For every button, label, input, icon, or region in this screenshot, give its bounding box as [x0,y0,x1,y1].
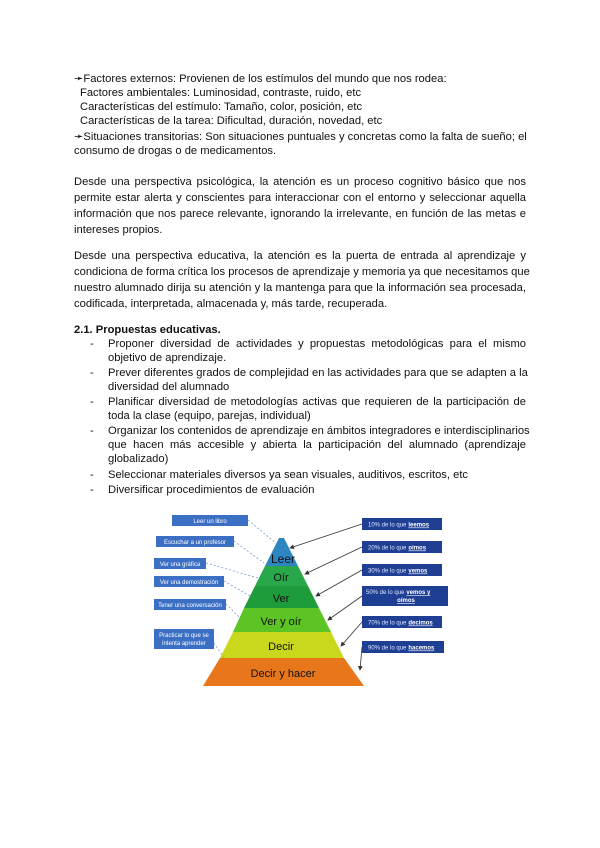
arrow-line [290,524,362,548]
factor-transitory-cont: consumo de drogas o de medicamentos. [74,145,277,157]
activity-label-practicar: Practicar lo que se [159,633,209,639]
arrow-line [360,647,362,670]
activity-label-leer: Leer un libro [193,519,227,525]
factor-transitory: ➛Situaciones transitorias: Son situaciones puntuales y concretas como la falta de sueño; el [74,131,527,143]
paragraph-psychological-line: información que nos parece relevante, ignorando la irrelevante, en función de las metas e [74,208,526,220]
bullet-marker: - [90,484,94,496]
retention-label-vemos-oimos: 50% de lo que vemos y [366,590,431,596]
connector-line [234,541,264,563]
bullet-item: Prever diferentes grados de complejidad en las actividades para que se adapten a la [108,367,528,379]
learning-pyramid-figure [150,508,460,693]
activity-label-grafica: Ver una gráfica [159,562,201,568]
paragraph-educational-line: nuestro alumnado dirija su atención y la mantenga para que la información sea procesada, [74,282,526,294]
arrow-line [305,547,362,574]
activity-label-demostracion: Ver una demostración [159,580,219,586]
bullet-item-cont: diversidad del alumnado [108,381,230,393]
pyramid-label-oir: Oír [273,572,289,584]
arrow-line [341,622,362,646]
bullet-item-cont: objetivo de aprendizaje. [108,352,227,364]
factor-external: ➛Factores externos: Provienen de los estímulos del mundo que nos rodea: [74,73,447,85]
paragraph-educational-line: codificada, interpretada, almacenada y, más tarde, recuperada. [74,298,388,310]
bullet-marker: - [90,367,94,379]
pyramid-label-ver: Ver [272,593,290,605]
paragraph-psychological-line: Desde una perspectiva psicológica, la atención es un proceso cognitivo básico que nos [74,176,526,188]
bullet-marker: - [90,338,94,350]
retention-label-leemos: 10% de lo que leemos [368,522,430,529]
bullet-marker: - [90,425,94,437]
arrow-bullet-icon: ➛ [74,73,84,85]
paragraph-educational-line: condiciona de forma crítica los procesos de aprendizaje y memoria ya que necesitamos que [74,266,530,278]
activity-label-escuchar: Escuchar a un profesor [163,540,227,546]
bullet-item: Proponer diversidad de actividades y propuestas metodológicas para el mismo [108,338,526,350]
paragraph-psychological-line: permite estar alerta y conscientes para interaccionar con el entorno y seleccionar aquella [74,192,526,204]
activity-label-conversacion: Tener una conversación [158,603,222,609]
connector-line [248,520,277,544]
bullet-item: Diversificar procedimientos de evaluación [108,484,315,496]
pyramid-label-decir-y-hacer: Decir y hacer [250,668,316,680]
connector-line [226,604,240,618]
bullet-item: Seleccionar materiales diversos ya sean visuales, auditivos, escritos, etc [108,469,469,481]
arrow-line [316,570,362,596]
factor-stimulus: Características del estímulo: Tamaño, color, posición, etc [80,101,363,113]
retention-label-vemos: 30% de lo que vemos [368,568,428,575]
pyramid-label-ver-y-oir: Ver y oír [260,616,302,628]
pyramid-label-decir: Decir [268,641,294,653]
activity-label-practicar-cont: intenta aprender [162,641,206,647]
pyramid-label-leer: Leer [270,552,296,566]
arrow-line [328,596,362,620]
retention-label-decimos: 70% de lo que decimos [368,620,433,627]
bullet-item: Planificar diversidad de metodologías activas que requieren de la participación de [108,396,526,408]
retention-label-hacemos: 90% de lo que hacemos [368,645,435,652]
retention-label-vemos-oimos-cont: oímos [397,598,415,604]
factor-environmental: Factores ambientales: Luminosidad, contraste, ruido, etc [80,87,362,99]
bullet-item-cont: que hacen más accesible y abierta la participación del alumnado (aprendizaje [108,439,526,451]
bullet-marker: - [90,469,94,481]
bullet-item-cont: globalizado) [108,453,169,465]
bullet-marker: - [90,396,94,408]
connector-line [206,563,258,578]
retention-label-oimos: 20% de lo que oímos [368,545,427,552]
paragraph-psychological-line: intereses propios. [74,224,163,236]
paragraph-educational-line: Desde una perspectiva educativa, la atención es la puerta de entrada al aprendizaje y [74,250,526,262]
section-heading: 2.1. Propuestas educativas. [74,324,221,336]
arrow-bullet-icon: ➛ [74,131,84,143]
bullet-item: Organizar los contenidos de aprendizaje en ámbitos integradores e interdisciplinarios [108,425,530,437]
factor-task: Características de la tarea: Dificultad, duración, novedad, etc [80,115,383,127]
bullet-item-cont: toda la clase (equipo, parejas, individual) [108,410,311,422]
connector-line [224,581,250,596]
